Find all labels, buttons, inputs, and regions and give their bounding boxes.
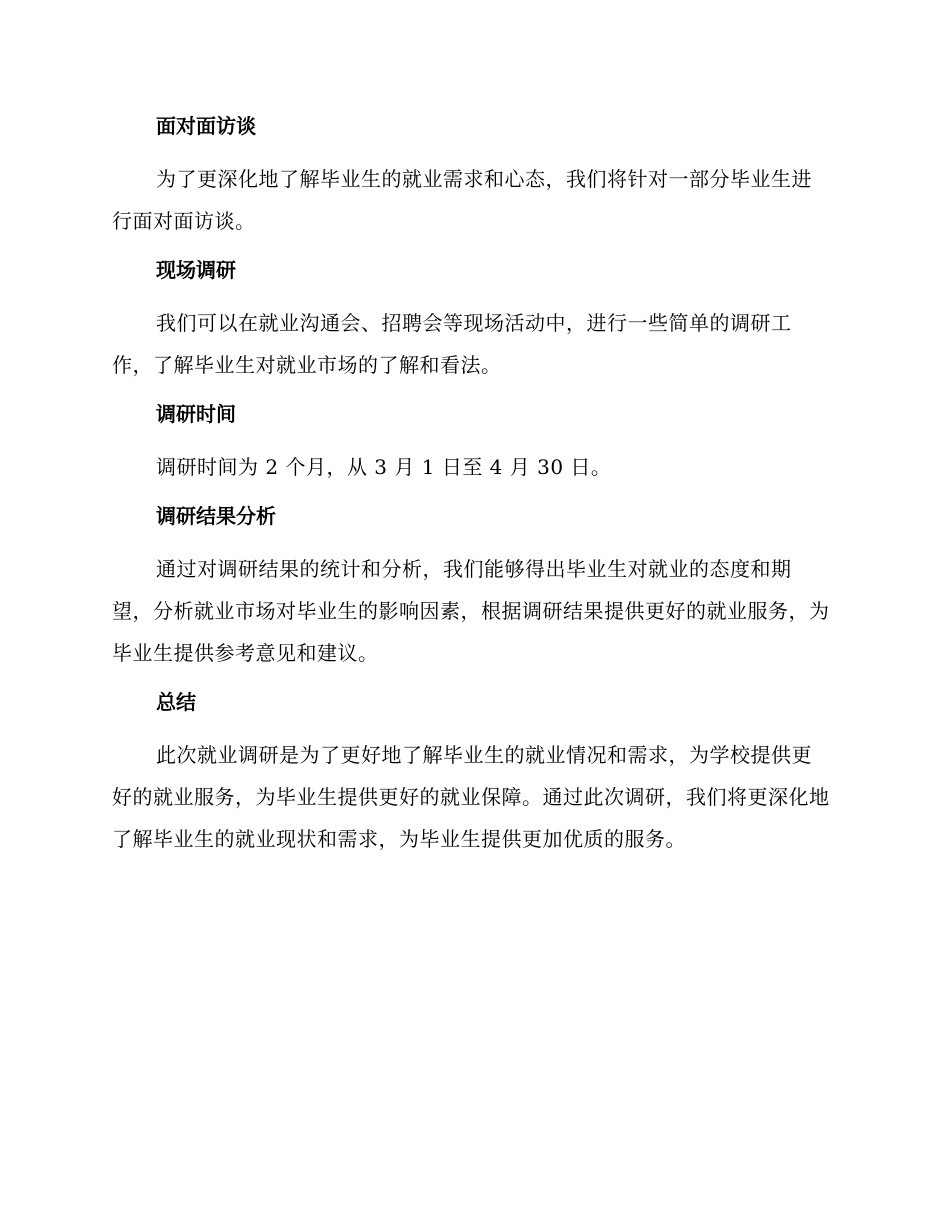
section-research-time [112, 396, 832, 488]
document-page [112, 108, 832, 870]
section-paragraph: 我们可以在就业沟通会、招聘会等现场活动中，进行一些简单的调研工作，了解毕业生对就业市场的了解和看法。 [112, 311, 792, 377]
section-heading: 现场调研 [156, 258, 236, 282]
section-summary [112, 684, 832, 860]
section-paragraph: 为了更深化地了解毕业生的就业需求和心态，我们将针对一部分毕业生进行面对面访谈。 [112, 167, 812, 233]
section-heading: 调研时间 [156, 402, 236, 426]
section-heading: 面对面访谈 [156, 114, 256, 138]
section-field-research [112, 252, 832, 386]
section-heading: 调研结果分析 [156, 504, 276, 528]
section-result-analysis [112, 498, 832, 674]
section-interview [112, 108, 832, 242]
section-heading: 总结 [156, 690, 196, 714]
section-paragraph: 调研时间为 2 个月，从 3 月 1 日至 4 月 30 日。 [156, 455, 612, 479]
section-paragraph: 此次就业调研是为了更好地了解毕业生的就业情况和需求，为学校提供更好的就业服务，为毕业生提供更好的就业保障。通过此次调研，我们将更深化地了解毕业生的就业现状和需求，为毕业生提供更加优质的服务。 [112, 743, 830, 851]
section-paragraph: 通过对调研结果的统计和分析，我们能够得出毕业生对就业的态度和期望，分析就业市场对毕业生的影响因素，根据调研结果提供更好的就业服务，为毕业生提供参考意见和建议。 [112, 557, 830, 665]
